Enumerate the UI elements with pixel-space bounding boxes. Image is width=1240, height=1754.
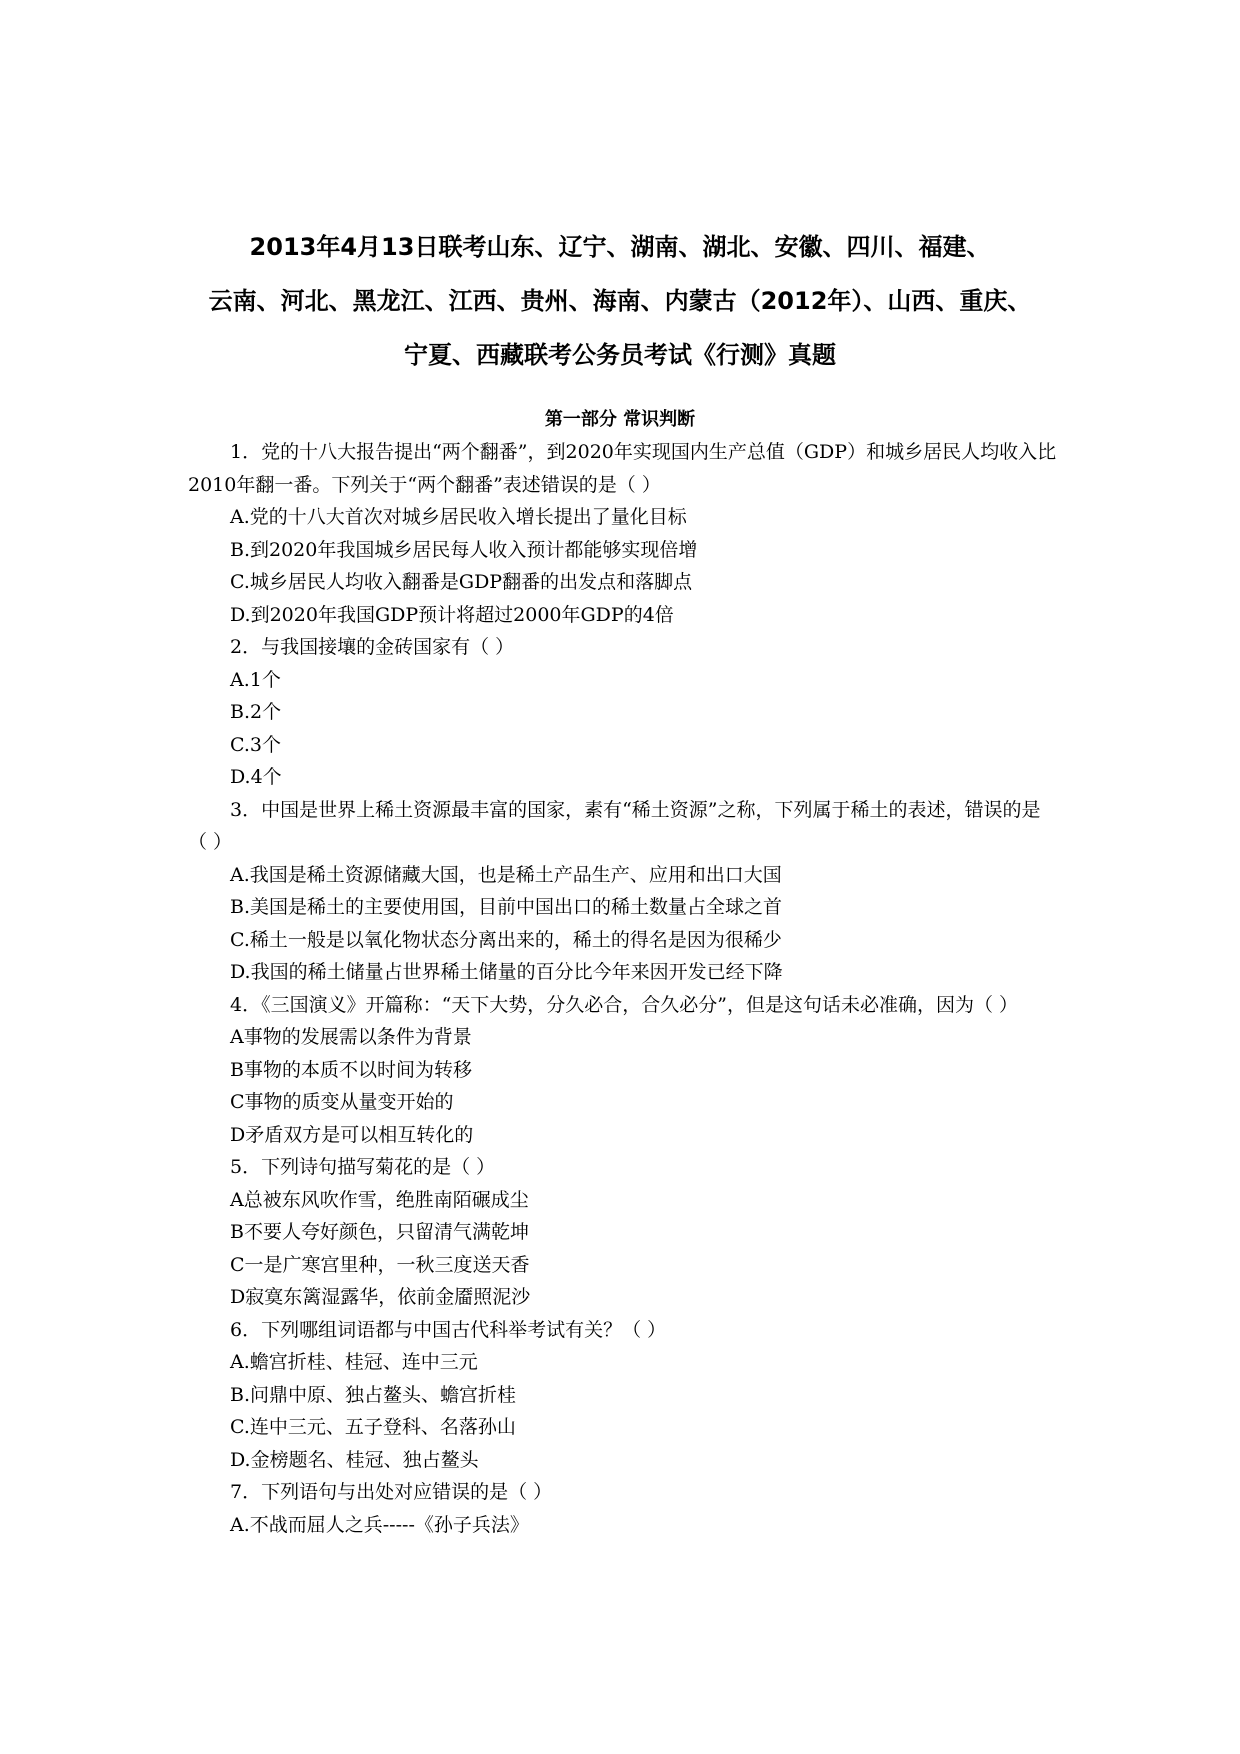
option-b: B.美国是稀土的主要使用国，目前中国出口的稀土数量占全球之首 [230,896,783,918]
question-list [188,436,1058,1541]
question-2 [188,631,1058,794]
option-a: A事物的发展需以条件为背景 [230,1026,472,1048]
option-a: A.不战而屈人之兵-----《孙子兵法》 [230,1513,529,1536]
option-c: C.连中三元、五子登科、名落孙山 [230,1416,516,1438]
option-d: D.金榜题名、桂冠、独占鳌头 [230,1448,479,1471]
option-c: C.稀土一般是以氧化物状态分离出来的，稀土的得名是因为很稀少 [230,928,782,951]
option-a: A.蟾宫折桂、桂冠、连中三元 [230,1351,478,1373]
question-6 [188,1314,1058,1477]
option-a: A.我国是稀土资源储藏大国，也是稀土产品生产、应用和出口大国 [230,863,782,886]
option-a: A.党的十八大首次对城乡居民收入增长提出了量化目标 [230,506,687,528]
question-7 [188,1476,1058,1541]
option-a: A.1个 [230,668,281,691]
title-line: 云南、河北、黑龙江、江西、贵州、海南、内蒙古（2012年）、山西、重庆、 [208,287,1032,315]
title-line: 2013年4月13日联考山东、辽宁、湖南、湖北、安徽、四川、福建、 [249,233,991,261]
option-d: D.4个 [230,766,282,788]
section-heading: 第一部分 常识判断 [544,409,696,430]
question-4 [188,989,1058,1152]
option-b: B.问鼎中原、独占鳌头、蟾宫折桂 [230,1383,517,1406]
option-a: A总被东风吹作雪，绝胜南陌碾成尘 [230,1188,529,1211]
question-stem: 5．下列诗句描写菊花的是（ ） [230,1156,496,1178]
question-stem: 2．与我国接壤的金砖国家有（ ） [230,636,515,658]
option-b: B.2个 [230,701,282,723]
question-1 [188,436,1058,631]
question-5 [188,1151,1058,1314]
question-stem: 3．中国是世界上稀土资源最丰富的国家，素有“稀土资源”之称，下列属于稀土的表述，错误的是（ ） [188,798,1041,853]
title-line: 宁夏、西藏联考公务员考试《行测》真题 [404,341,836,369]
option-b: B.到2020年我国城乡居民每人收入预计都能够实现倍增 [230,538,698,561]
document-title [180,220,1060,382]
option-d: D.我国的稀土储量占世界稀土储量的百分比今年来因开发已经下降 [230,961,783,983]
option-d: D矛盾双方是可以相互转化的 [230,1123,474,1146]
option-b: B不要人夸好颜色，只留清气满乾坤 [230,1221,529,1243]
option-d: D寂寞东篱湿露华，依前金靥照泥沙 [230,1286,531,1308]
option-b: B事物的本质不以时间为转移 [230,1058,472,1081]
question-3 [188,794,1058,989]
question-stem: 1．党的十八大报告提出“两个翻番”，到2020年实现国内生产总值（GDP）和城乡居民人均收入比2010年翻一番。下列关于“两个翻番”表述错误的是（ ） [188,441,1057,496]
option-d: D.到2020年我国GDP预计将超过2000年GDP的4倍 [230,603,674,626]
question-stem: 6．下列哪组词语都与中国古代科举考试有关？（ ） [230,1318,667,1341]
option-c: C事物的质变从量变开始的 [230,1091,454,1113]
option-c: C一是广寒宫里种，一秋三度送天香 [230,1253,530,1276]
option-c: C.3个 [230,733,281,756]
question-stem: 4．《三国演义》开篇称：“天下大势，分久必合，合久必分”，但是这句话未必准确，因为（ ） [230,993,1019,1016]
question-stem: 7．下列语句与出处对应错误的是（ ） [230,1481,553,1503]
option-c: C.城乡居民人均收入翻番是GDP翻番的出发点和落脚点 [230,571,693,593]
